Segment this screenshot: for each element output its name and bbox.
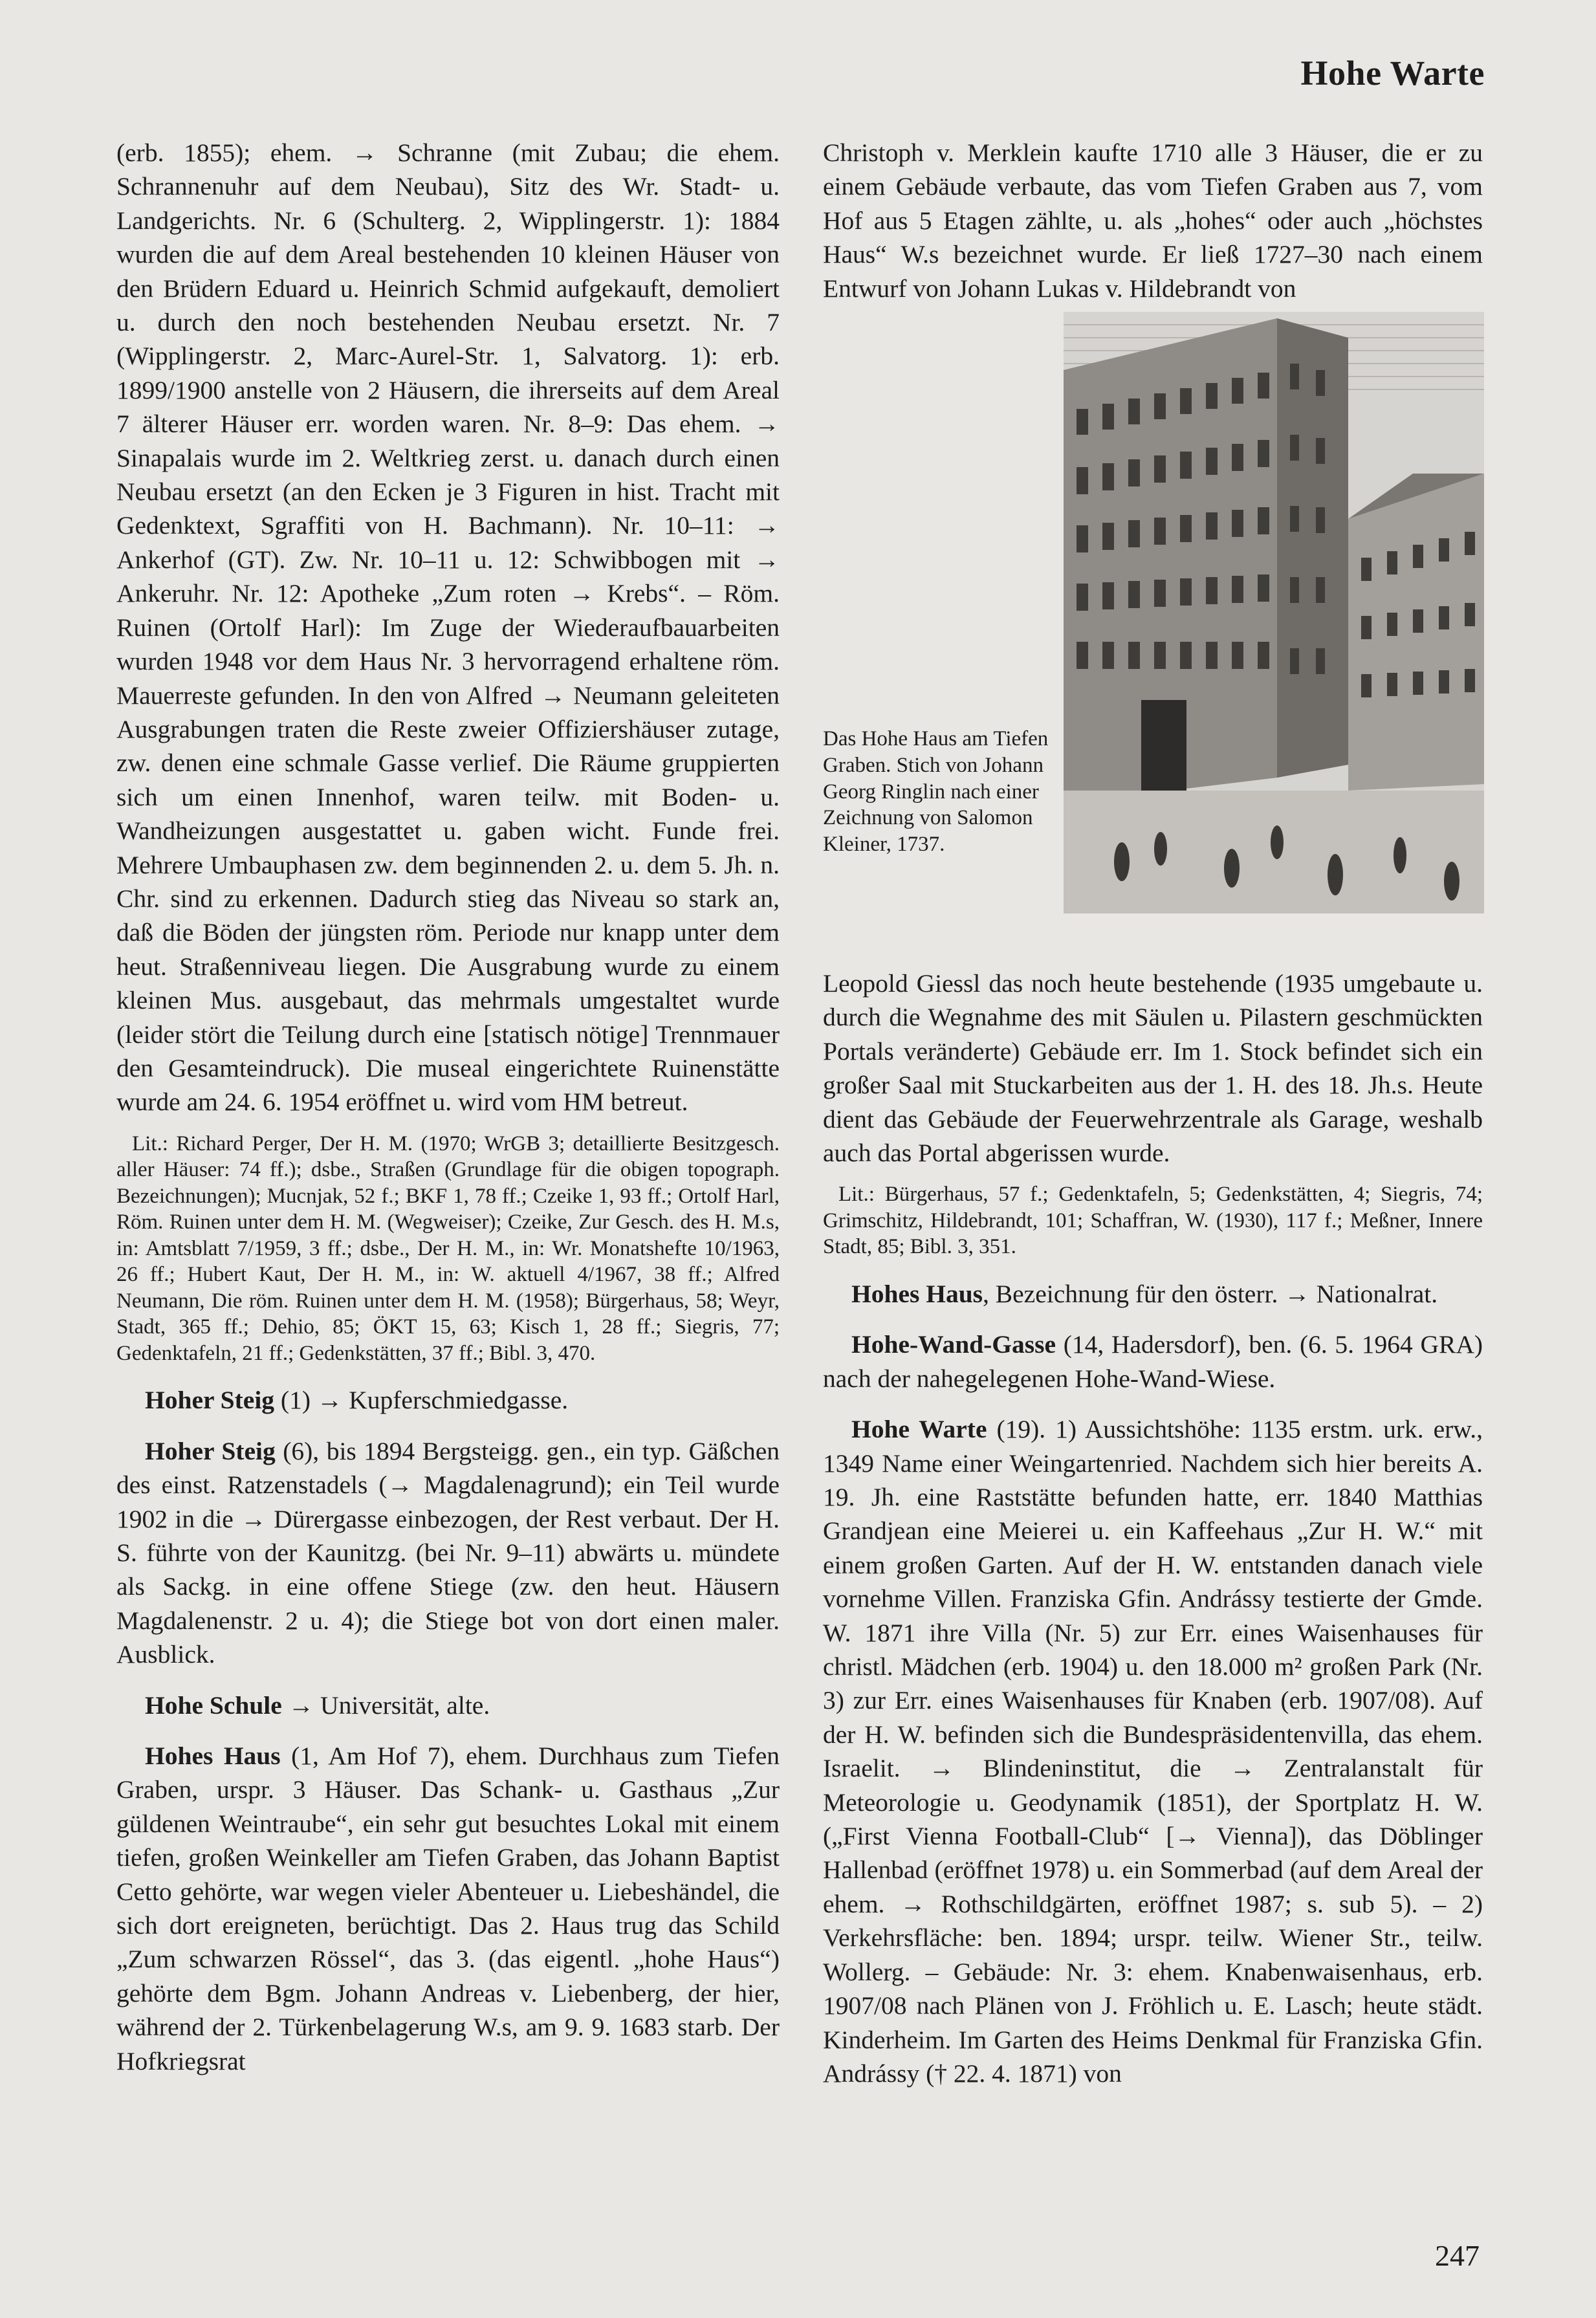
entry-headword: Hohes Haus — [851, 1279, 983, 1308]
entry-hohe-warte — [823, 1412, 1483, 2090]
literature-hohes-haus: Lit.: Bürgerhaus, 57 f.; Gedenktafeln, 5; Gedenkstätten, 4; Siegris, 74; Grimschitz, Hildebrandt, 101; Schaffran, W. (1930), 117 f.; Meßner, Innere Stadt, 85; Bibl. 3, 351. — [823, 1183, 1483, 1259]
right-column — [823, 136, 1483, 2090]
page-number: 247 — [1435, 2239, 1480, 2272]
literature-hoher-markt: Lit.: Richard Perger, Der H. M. (1970; WrGB 3; detaillierte Besitzgesch. aller Häuser: 74 ff.); dsbe., Straßen (Grundlage für die obigen topograph. Bezeichnungen); Mucnjak, 52 f.; BKF 1, 78 ff.; Czeike 1, 93 ff.; Ortolf Harl, Röm. Ruinen unter dem H. M. (Wegweiser); Czeike, Zur Gesch. des H. M.s, in: Amtsblatt 7/1959, 3 ff.; dsbe., Der H. M., in: Wr. Monatshefte 10/1963, 26 ff.; Hubert Kaut, Der H. M., in: W. aktuell 4/1967, 38 ff.; Alfred Neumann, Die röm. Ruinen unter dem H. M. (1958); Bürgerhaus, 58; Weyr, Stadt, 365 ff.; Dehio, 85; ÖKT 15, 63; Kisch 1, 28 ff.; Siegris, 77; Gedenktafeln, 21 ff.; Gedenkstätten, 37 ff.; Bibl. 3, 470. — [116, 1132, 780, 1365]
entry-headword: Hoher Steig — [145, 1386, 275, 1415]
entry-text: (14, Hadersdorf), ben. (6. 5. 1964 GRA) nach der nahegelegenen Hohe-Wand-Wiese. — [823, 1330, 1483, 1393]
figure — [823, 312, 1483, 959]
paragraph-hohes-haus-continued: Christoph v. Merklein kaufte 1710 alle 3 Häuser, die er zu einem Gebäude verbaute, das vom Tiefen Graben aus 7, vom Hof aus 5 Etagen zählte, u. als „hohes“ oder auch „höchstes Haus“ W.s bezeichnet wurde. Er ließ 1727–30 nach einem Entwurf von Johann Lukas v. Hildebrandt von — [823, 138, 1483, 303]
entry-text: (19). 1) Aussichtshöhe: 1135 erstm. urk. erw., 1349 Name einer Weingartenried. Nachdem sich hier bereits A. 19. Jh. eine Raststätte befunden hatte, err. 1840 Matthias Grandjean eine Meierei u. ein Kaffeehaus „Zur H. W.“ mit einem großen Garten. Auf der H. W. entstanden danach viele vornehme Villen. Franziska Gfin. Andrássy testierte der Gmde. W. 1871 ihre Villa (Nr. 5) zur Err. eines Waisenhauses für christl. Mädchen (erb. 1904) u. den 18.000 m² großen Park (Nr. 3) zur Err. eines Waisenhauses für Knaben (erb. 1907/08). Auf der H. W. befinden sich die Bundespräsidentenvilla, das ehem. Israelit. → Blindeninstitut, die → Zentralanstalt für Meteorologie u. Geodynamik (1851), der Sportplatz H. W. („First Vienna Football-Club“ [→ Vienna]), das Döblinger Hallenbad (eröffnet 1978) u. ein Sommerbad (auf dem Areal der ehem. → Rothschildgärten, eröffnet 1987; s. sub 5). – 2) Verkehrsfläche: ben. 1894; urspr. teilw. Wiener Str., teilw. Wollerg. – Gebäude: Nr. 3: ehem. Knabenwaisenhaus, erb. 1907/08 nach Plänen von J. Fröhlich u. E. Lasch; heute städt. Kinderheim. Im Garten des Heims Denkmal für Franziska Gfin. Andrássy († 22. 4. 1871) von — [823, 1415, 1483, 2088]
entry-headword: Hohe-Wand-Gasse — [851, 1330, 1056, 1359]
entry-hoher-steig-6 — [116, 1434, 780, 1672]
entry-text: → Universität, alte. — [281, 1690, 490, 1720]
left-column — [116, 136, 780, 2078]
entry-headword: Hohes Haus — [145, 1741, 281, 1770]
entry-headword: Hoher Steig — [145, 1436, 276, 1465]
entry-text: , Bezeichnung für den österr. → Nationalrat. — [983, 1279, 1438, 1308]
engraving-icon — [1064, 312, 1484, 913]
running-head: Hohe Warte — [1300, 54, 1485, 93]
entry-hohes-haus — [116, 1739, 780, 2078]
entry-headword: Hohe Schule — [145, 1690, 282, 1720]
entry-text: (6), bis 1894 Bergsteigg. gen., ein typ. Gäßchen des einst. Ratzenstadels (→ Magdalenagrund); ein Teil wurde 1902 in die → Dürergasse einbezogen, der Rest verbaut. Der H. S. führte von der Kaunitzg. (bei Nr. 9–11) abwärts u. mündete als Sackg. in eine offene Stiege (zw. den heut. Häusern Magdalenenstr. 2 u. 4); die Stiege bot von dort einen maler. Ausblick. — [116, 1436, 780, 1669]
entry-hohes-haus-nationalrat — [823, 1277, 1483, 1311]
figure-caption: Das Hohe Haus am Tiefen Graben. Stich von Johann Georg Ringlin nach einer Zeichnung von Salomon Kleiner, 1737. — [823, 727, 1049, 857]
paragraph-hohes-haus-end: Leopold Giessl das noch heute bestehende (1935 umgebaute u. durch die Wegnahme des mit Säulen u. Pilastern geschmückten Portals veränderte) Gebäude err. Im 1. Stock befindet sich ein großer Saal mit Stuckarbeiten aus der 1. H. des 18. Jh.s. Heute dient das Gebäude der Feuerwehrzentrale als Garage, weshalb auch das Portal abgerissen wurde. — [823, 969, 1483, 1168]
engraving-illustration — [1064, 312, 1484, 913]
entry-hohe-wand-gasse — [823, 1328, 1483, 1395]
entry-hoher-steig-1 — [116, 1383, 780, 1417]
paragraph-hoher-markt-continued: (erb. 1855); ehem. → Schranne (mit Zubau; die ehem. Schrannenuhr auf dem Neubau), Sitz des Wr. Stadt- u. Landgerichts. Nr. 6 (Schulterg. 2, Wipplingerstr. 1): 1884 wurden die auf dem Areal bestehenden 10 kleinen Häuser von den Brüdern Eduard u. Heinrich Schmid aufgekauft, demoliert u. durch den noch bestehenden Neubau ersetzt. Nr. 7 (Wipplingerstr. 2, Marc-Aurel-Str. 1, Salvatorg. 1): erb. 1899/1900 anstelle von 2 Häusern, die ihrerseits auf dem Areal 7 älterer Häuser err. worden waren. Nr. 8–9: Das ehem. → Sinapalais wurde im 2. Weltkrieg zerst. u. danach durch einen Neubau ersetzt (an den Ecken je 3 Figuren in hist. Tracht mit Gedenktext, Sgraffiti von H. Bachmann). Nr. 10–11: → Ankerhof (GT). Zw. Nr. 10–11 u. 12: Schwibbogen mit → Ankeruhr. Nr. 12: Apotheke „Zum roten → Krebs“. – Röm. Ruinen (Ortolf Harl): Im Zuge der Wiederaufbauarbeiten wurden 1948 vor dem Haus Nr. 3 hervorragend erhaltene röm. Mauerreste gefunden. In den von Alfred → Neumann geleiteten Ausgrabungen traten die Reste zweier Offiziershäuser zutage, zw. denen eine schmale Gasse verlief. Die Räume gruppierten sich um einen Innenhof, waren teilw. mit Boden- u. Wandheizungen ausgestattet u. gaben wicht. Funde frei. Mehrere Umbauphasen zw. dem beginnenden 2. u. dem 5. Jh. n. Chr. sind zu erkennen. Dadurch stieg das Niveau so stark an, daß die Böden der jüngsten röm. Periode nur knapp unter dem heut. Straßenniveau liegen. Die Ausgrabung wurde zu einem kleinen Mus. ausgebaut, das mehrmals umgestaltet wurde (leider stört die Teilung durch eine [statisch nötige] Trennmauer den Gesamteindruck). Die museal eingerichtete Ruinenstätte wurde am 24. 6. 1954 eröffnet u. wird vom HM betreut. — [116, 138, 780, 1117]
entry-headword: Hohe Warte — [851, 1415, 987, 1444]
entry-text: (1) → Kupferschmiedgasse. — [274, 1386, 569, 1415]
entry-text: (1, Am Hof 7), ehem. Durchhaus zum Tiefen Graben, urspr. 3 Häuser. Das Schank- u. Gasthaus „Zur güldenen Weintraube“, ein sehr gut besuchtes Lokal mit einem tiefen, großen Weinkeller am Tiefen Graben, das Johann Baptist Cetto gehörte, war wegen vieler Abenteuer u. Liebeshändel, die sich dort ereigneten, berüchtigt. Das 2. Haus trug das Schild „Zum schwarzen Rössel“, das 3. (das eigentl. „hohe Haus“) gehörte dem Bgm. Johann Andreas v. Liebenberg, der hier, während der 2. Türkenbelagerung W.s, am 9. 9. 1683 starb. Der Hofkriegsrat — [116, 1741, 780, 2075]
entry-hohe-schule — [116, 1689, 780, 1722]
